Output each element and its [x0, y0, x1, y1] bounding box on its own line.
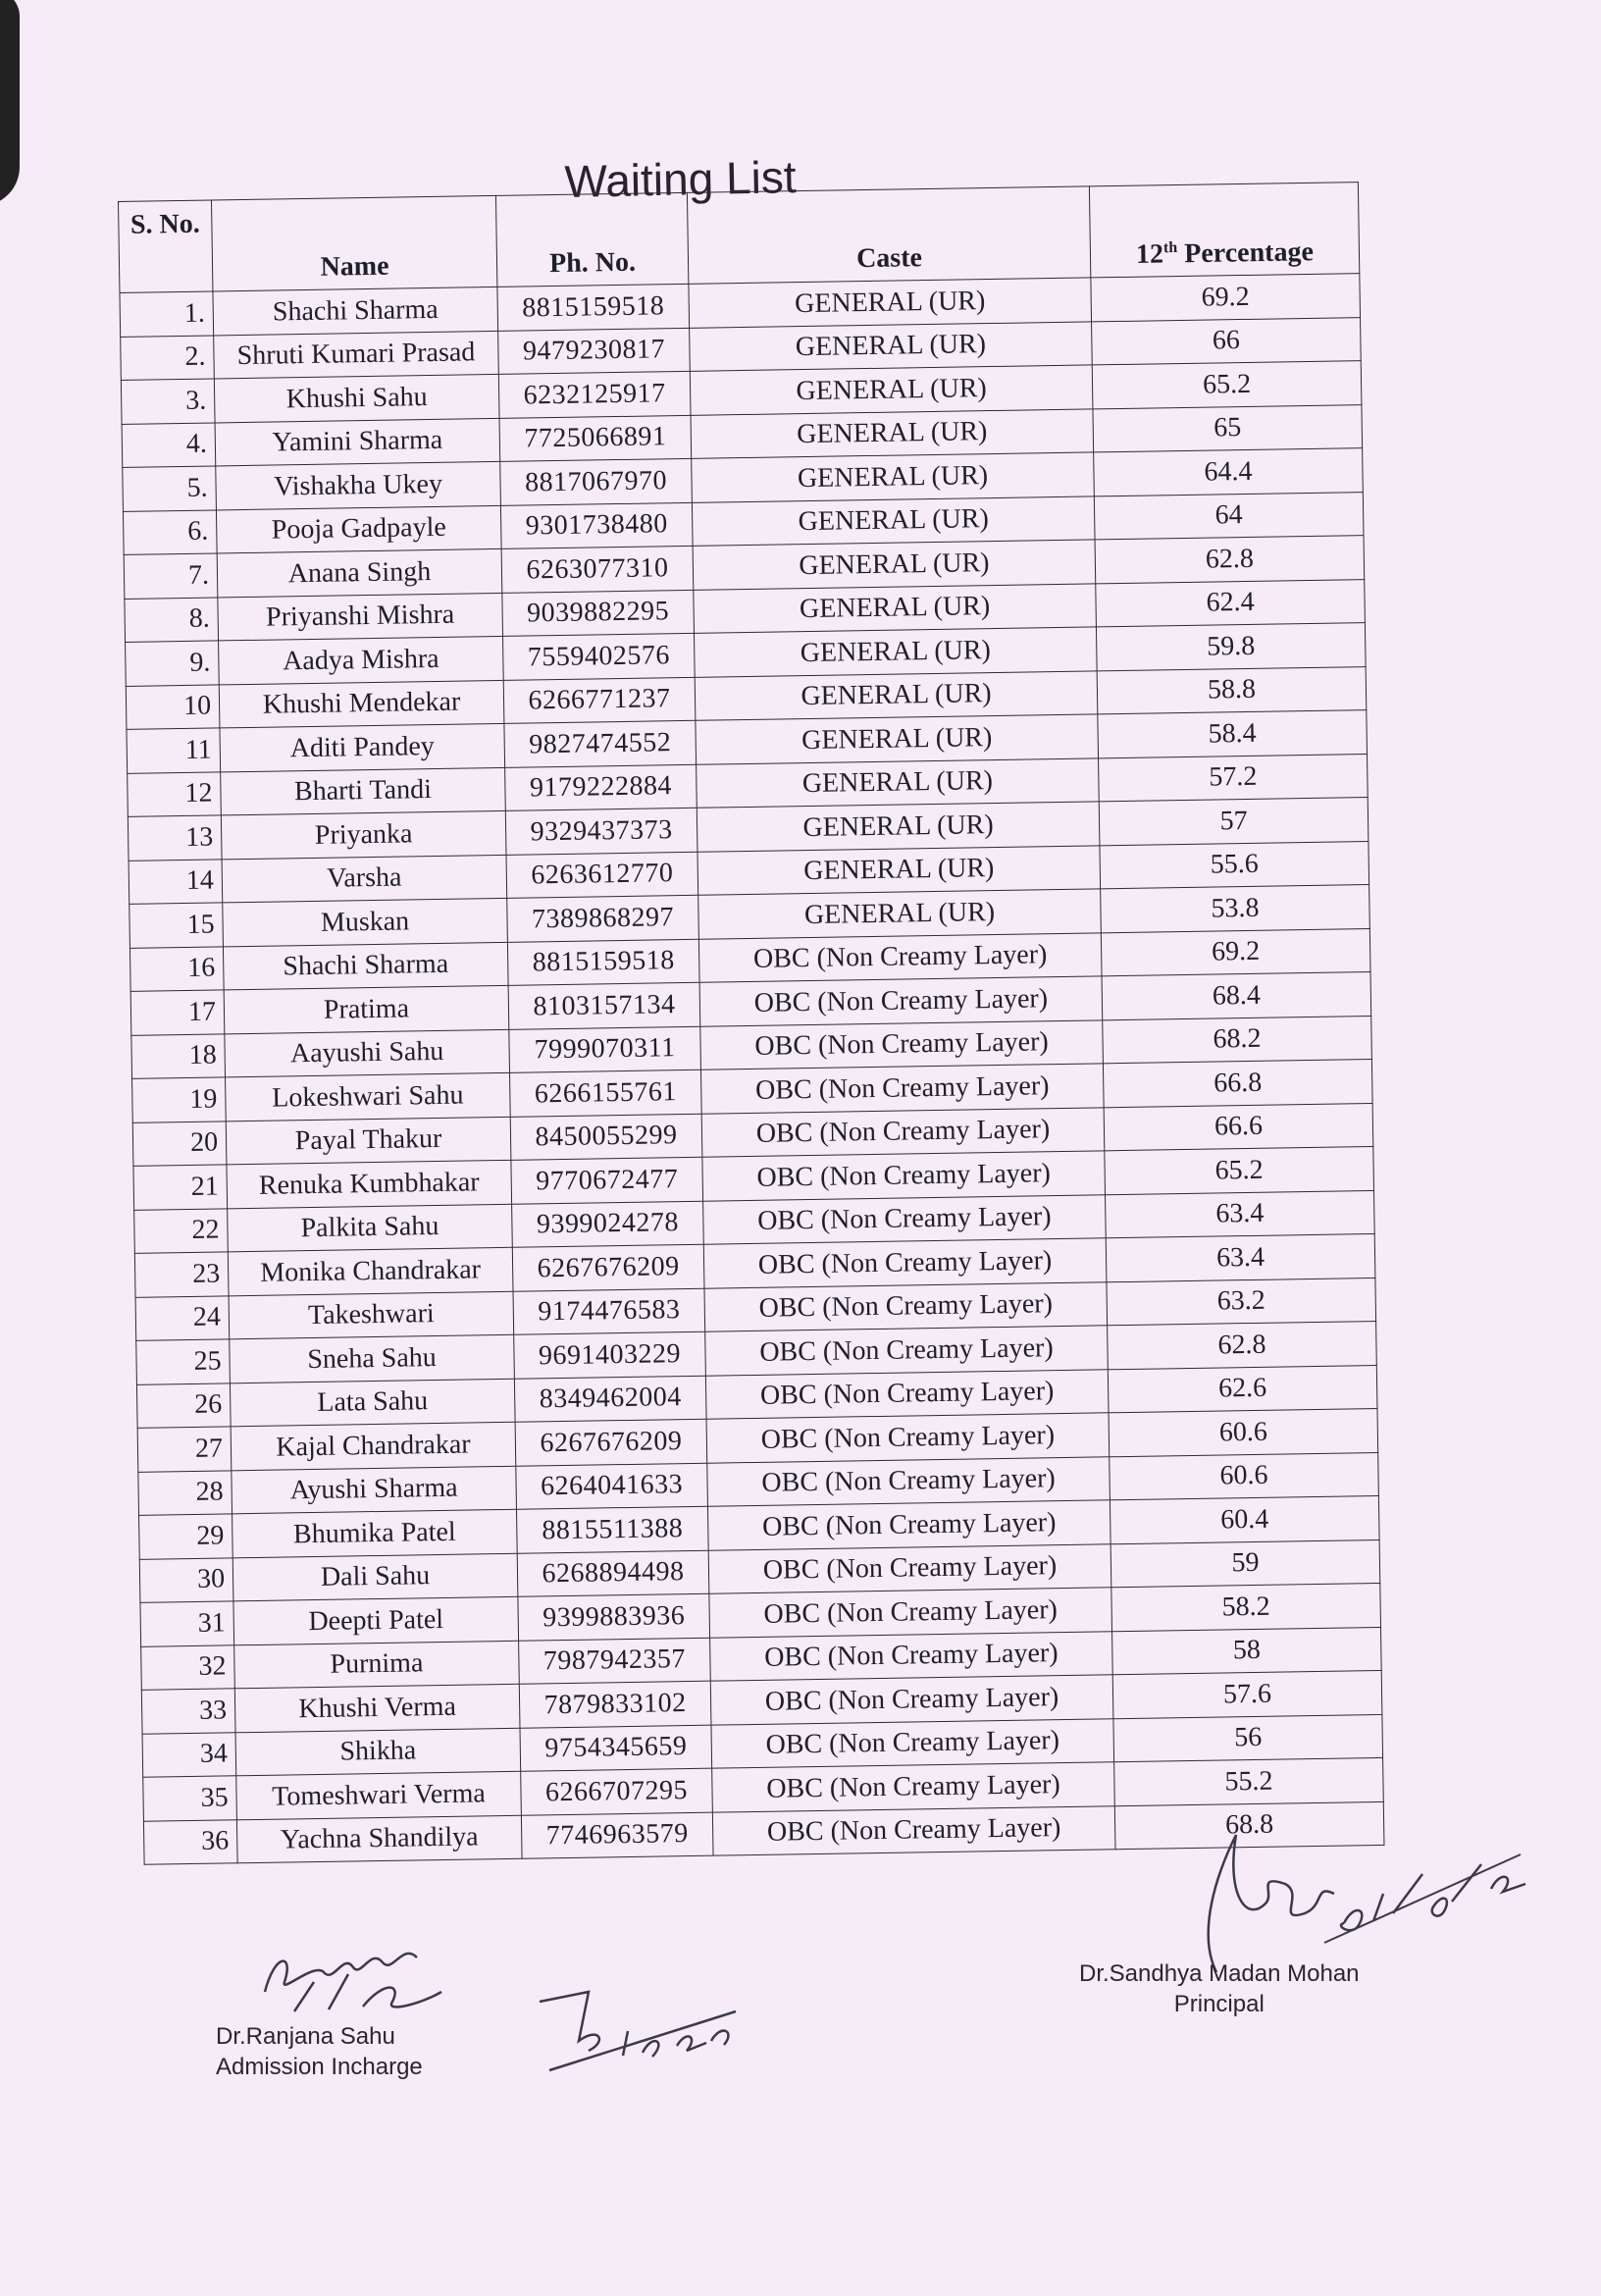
cell-sno: 18 [131, 1033, 226, 1078]
cell-percentage: 53.8 [1101, 885, 1370, 933]
cell-percentage: 66 [1092, 317, 1362, 365]
left-handwritten-signature [255, 1913, 471, 2021]
cell-percentage: 66.6 [1104, 1103, 1373, 1151]
cell-phone: 6263612770 [506, 852, 698, 899]
cell-name: Vishakha Ukey [216, 461, 501, 509]
cell-name: Aayushi Sahu [225, 1029, 510, 1077]
cell-percentage: 68.2 [1103, 1016, 1372, 1064]
cell-caste: OBC (Non Creamy Layer) [699, 976, 1103, 1026]
cell-name: Takeshwari [229, 1291, 514, 1339]
cell-name: Bhumika Patel [232, 1509, 518, 1557]
cell-percentage: 65.2 [1092, 361, 1362, 409]
cell-phone: 9329437373 [505, 808, 697, 855]
cell-name: Deepti Patel [233, 1596, 519, 1644]
cell-percentage: 69.2 [1101, 928, 1370, 976]
cell-sno: 30 [139, 1557, 233, 1602]
cell-name: Ayushi Sharma [232, 1466, 517, 1514]
cell-percentage: 63.4 [1106, 1234, 1375, 1282]
cell-sno: 34 [142, 1732, 236, 1777]
cell-sno: 8. [125, 597, 219, 642]
cell-caste: GENERAL (UR) [698, 889, 1102, 939]
cell-name: Pooja Gadpayle [216, 505, 501, 553]
cell-sno: 20 [132, 1121, 227, 1166]
cell-caste: GENERAL (UR) [694, 583, 1097, 633]
cell-caste: OBC (Non Creamy Layer) [711, 1718, 1114, 1768]
cell-name: Lokeshwari Sahu [226, 1072, 511, 1121]
cell-caste: OBC (Non Creamy Layer) [706, 1413, 1110, 1463]
cell-phone: 7999070311 [509, 1026, 701, 1073]
cell-percentage: 62.6 [1108, 1365, 1377, 1413]
cell-caste: GENERAL (UR) [697, 757, 1100, 808]
cell-phone: 9399883936 [518, 1593, 710, 1641]
cell-sno: 17 [130, 990, 225, 1035]
cell-percentage: 62.4 [1096, 579, 1366, 627]
cell-name: Aditi Pandey [220, 723, 505, 771]
cell-sno: 22 [134, 1208, 229, 1253]
cell-phone: 9399024278 [512, 1201, 704, 1248]
cell-name: Pratima [224, 985, 509, 1033]
left-signatory-name: Dr.Ranjana Sahu [216, 2023, 395, 2050]
cell-phone: 8817067970 [500, 458, 693, 505]
cell-percentage: 56 [1113, 1714, 1383, 1762]
cell-phone: 8815511388 [516, 1506, 708, 1553]
cell-sno: 13 [128, 815, 222, 861]
cell-percentage: 65.2 [1105, 1147, 1374, 1195]
cell-sno: 19 [132, 1077, 227, 1122]
cell-phone: 6267676209 [515, 1419, 707, 1466]
cell-sno: 25 [136, 1339, 231, 1384]
right-signatory-role: Principal [1173, 1991, 1265, 2018]
cell-sno: 5. [123, 466, 217, 511]
scan-edge-shadow [0, 0, 20, 206]
cell-caste: OBC (Non Creamy Layer) [704, 1281, 1108, 1331]
cell-sno: 35 [143, 1776, 237, 1821]
cell-sno: 10 [126, 684, 220, 729]
cell-sno: 24 [135, 1295, 230, 1340]
waiting-list-table [118, 182, 1384, 1865]
cell-caste: OBC (Non Creamy Layer) [710, 1675, 1113, 1725]
cell-percentage: 60.6 [1110, 1452, 1379, 1500]
waiting-list-table-container [118, 182, 1383, 1865]
cell-sno: 26 [136, 1383, 231, 1428]
cell-caste: GENERAL (UR) [691, 408, 1094, 458]
cell-name: Varsha [222, 855, 507, 903]
cell-phone: 7746963579 [521, 1812, 713, 1859]
cell-name: Shachi Sharma [223, 942, 508, 990]
right-signatory-block [1079, 1958, 1360, 2019]
cell-phone: 9174476583 [513, 1288, 705, 1335]
cell-caste: OBC (Non Creamy Layer) [708, 1543, 1111, 1593]
cell-name: Shachi Sharma [213, 287, 498, 335]
cell-caste: GENERAL (UR) [697, 802, 1100, 852]
cell-caste: GENERAL (UR) [693, 540, 1096, 590]
cell-sno: 31 [140, 1601, 234, 1646]
left-signatory-role: Admission Incharge [216, 2054, 423, 2081]
cell-caste: OBC (Non Creamy Layer) [698, 932, 1102, 982]
cell-phone: 6232125917 [498, 371, 691, 418]
cell-phone: 6268894498 [517, 1550, 709, 1597]
cell-name: Sneha Sahu [230, 1334, 515, 1383]
cell-name: Anana Singh [217, 548, 502, 597]
cell-percentage: 60.4 [1110, 1495, 1379, 1543]
cell-caste: OBC (Non Creamy Layer) [705, 1369, 1109, 1419]
cell-phone: 6266155761 [510, 1070, 702, 1117]
cell-caste: OBC (Non Creamy Layer) [703, 1194, 1107, 1244]
cell-name: Tomeshwari Verma [236, 1771, 522, 1819]
cell-sno: 4. [122, 422, 216, 467]
cell-caste: OBC (Non Creamy Layer) [703, 1238, 1107, 1288]
cell-sno: 16 [129, 946, 224, 991]
cell-caste: OBC (Non Creamy Layer) [700, 1064, 1104, 1114]
cell-name: Priyanka [221, 810, 506, 859]
cell-caste: GENERAL (UR) [692, 452, 1095, 502]
cell-phone: 7879833102 [519, 1681, 711, 1728]
cell-percentage: 63.2 [1107, 1278, 1376, 1326]
cell-caste: OBC (Non Creamy Layer) [705, 1326, 1109, 1376]
cell-percentage: 59 [1110, 1539, 1380, 1588]
cell-phone: 9754345659 [520, 1725, 712, 1772]
cell-name: Payal Thakur [226, 1117, 511, 1165]
cell-phone: 9301738480 [500, 502, 693, 549]
cell-phone: 7725066891 [499, 415, 692, 462]
cell-percentage: 68.4 [1102, 972, 1371, 1020]
cell-phone: 9039882295 [502, 590, 695, 637]
cell-percentage: 65 [1093, 404, 1363, 452]
cell-caste: GENERAL (UR) [689, 278, 1092, 328]
cell-phone: 8815159518 [507, 939, 699, 986]
cell-name: Khushi Mendekar [219, 680, 504, 728]
cell-sno: 6. [123, 509, 217, 554]
cell-name: Priyanshi Mishra [218, 593, 503, 641]
cell-caste: OBC (Non Creamy Layer) [707, 1500, 1110, 1550]
cell-phone: 9479230817 [498, 328, 691, 375]
cell-caste: GENERAL (UR) [690, 321, 1093, 371]
cell-caste: OBC (Non Creamy Layer) [712, 1762, 1115, 1812]
cell-sno: 11 [127, 728, 221, 773]
cell-percentage: 59.8 [1096, 623, 1366, 671]
cell-caste: GENERAL (UR) [697, 845, 1101, 895]
cell-percentage: 69.2 [1091, 274, 1361, 322]
cell-percentage: 58.8 [1097, 666, 1367, 714]
cell-sno: 1. [120, 291, 214, 337]
cell-phone: 8103157134 [508, 982, 700, 1029]
cell-sno: 28 [138, 1470, 232, 1515]
cell-name: Kajal Chandrakar [231, 1422, 516, 1470]
cell-name: Yachna Shandilya [236, 1815, 522, 1863]
cell-caste: OBC (Non Creamy Layer) [709, 1588, 1112, 1638]
right-signatory-name: Dr.Sandhya Madan Mohan [1079, 1960, 1360, 1987]
cell-percentage: 55.6 [1100, 841, 1369, 889]
cell-sno: 3. [121, 379, 215, 424]
cell-percentage: 68.8 [1114, 1801, 1384, 1850]
cell-phone: 9827474552 [504, 720, 697, 767]
middle-handwritten-initials [530, 1972, 746, 2090]
cell-sno: 9. [126, 641, 220, 686]
cell-caste: OBC (Non Creamy Layer) [700, 1019, 1104, 1070]
cell-name: Palkita Sahu [228, 1204, 513, 1252]
cell-percentage: 62.8 [1095, 536, 1365, 584]
cell-sno: 23 [134, 1252, 229, 1297]
cell-percentage: 60.6 [1109, 1408, 1378, 1456]
cell-percentage: 57 [1099, 798, 1369, 846]
cell-phone: 6266707295 [521, 1768, 713, 1815]
cell-name: Yamini Sharma [215, 418, 500, 466]
header-name: Name [211, 195, 496, 291]
cell-caste: OBC (Non Creamy Layer) [712, 1805, 1115, 1855]
cell-name: Bharti Tandi [221, 767, 506, 815]
cell-percentage: 64 [1094, 492, 1364, 540]
cell-phone: 6267676209 [512, 1244, 704, 1291]
cell-sno: 33 [141, 1689, 235, 1734]
cell-percentage: 66.8 [1103, 1060, 1372, 1108]
cell-percentage: 57.2 [1099, 754, 1369, 802]
cell-sno: 32 [141, 1644, 235, 1690]
cell-name: Renuka Kumbhakar [227, 1160, 512, 1208]
cell-caste: GENERAL (UR) [694, 627, 1097, 677]
cell-sno: 12 [128, 771, 222, 816]
cell-sno: 21 [133, 1165, 228, 1210]
cell-phone: 8450055299 [510, 1114, 702, 1161]
cell-caste: GENERAL (UR) [690, 365, 1093, 415]
cell-phone: 9179222884 [505, 764, 697, 811]
cell-sno: 2. [121, 335, 215, 380]
cell-percentage: 58.4 [1098, 710, 1368, 758]
cell-name: Lata Sahu [230, 1379, 515, 1427]
cell-phone: 6264041633 [516, 1463, 708, 1510]
cell-percentage: 64.4 [1094, 448, 1364, 496]
cell-name: Khushi Sahu [214, 374, 499, 422]
table-body [120, 274, 1384, 1865]
cell-percentage: 63.4 [1106, 1190, 1375, 1238]
cell-sno: 36 [143, 1819, 237, 1864]
cell-phone: 8349462004 [514, 1376, 706, 1423]
cell-phone: 6263077310 [501, 546, 694, 593]
cell-phone: 7559402576 [503, 633, 696, 680]
left-signatory-block [216, 2021, 423, 2082]
header-sno: S. No. [119, 200, 213, 292]
cell-sno: 29 [139, 1514, 233, 1559]
cell-percentage: 62.8 [1108, 1321, 1377, 1369]
cell-name: Shruti Kumari Prasad [214, 331, 499, 379]
cell-sno: 27 [137, 1427, 232, 1472]
cell-phone: 9770672477 [511, 1157, 703, 1204]
header-percentage-suffix: th [1162, 238, 1178, 256]
cell-phone: 8815159518 [497, 284, 690, 331]
cell-sno: 15 [129, 903, 224, 948]
cell-caste: GENERAL (UR) [692, 496, 1095, 546]
header-phone: Ph. No. [495, 192, 688, 287]
cell-caste: OBC (Non Creamy Layer) [707, 1456, 1110, 1506]
cell-caste: OBC (Non Creamy Layer) [702, 1151, 1106, 1201]
cell-name: Muskan [223, 898, 508, 946]
cell-caste: GENERAL (UR) [695, 670, 1098, 720]
cell-name: Shikha [235, 1728, 521, 1776]
cell-name: Aadya Mishra [219, 636, 504, 684]
cell-percentage: 58 [1112, 1627, 1382, 1675]
cell-percentage: 55.2 [1114, 1757, 1384, 1805]
cell-name: Khushi Verma [234, 1684, 520, 1732]
cell-phone: 6266771237 [503, 677, 696, 724]
page-title: Waiting List [564, 151, 798, 207]
header-caste: Caste [687, 186, 1090, 284]
cell-caste: OBC (Non Creamy Layer) [710, 1631, 1113, 1681]
header-percentage [1089, 183, 1359, 278]
cell-name: Dali Sahu [232, 1553, 518, 1601]
cell-caste: OBC (Non Creamy Layer) [701, 1107, 1105, 1157]
cell-sno: 7. [124, 553, 218, 599]
header-percentage-label: Percentage [1177, 235, 1315, 270]
cell-sno: 14 [129, 859, 223, 904]
cell-percentage: 58.2 [1111, 1583, 1381, 1631]
cell-name: Purnima [234, 1641, 520, 1689]
cell-phone: 9691403229 [514, 1331, 706, 1379]
cell-phone: 7987942357 [519, 1638, 711, 1685]
cell-name: Monika Chandrakar [228, 1247, 513, 1295]
cell-caste: GENERAL (UR) [696, 714, 1099, 764]
header-percentage-number: 12 [1135, 238, 1164, 270]
cell-phone: 7389868297 [507, 895, 699, 942]
cell-percentage: 57.6 [1112, 1670, 1382, 1718]
